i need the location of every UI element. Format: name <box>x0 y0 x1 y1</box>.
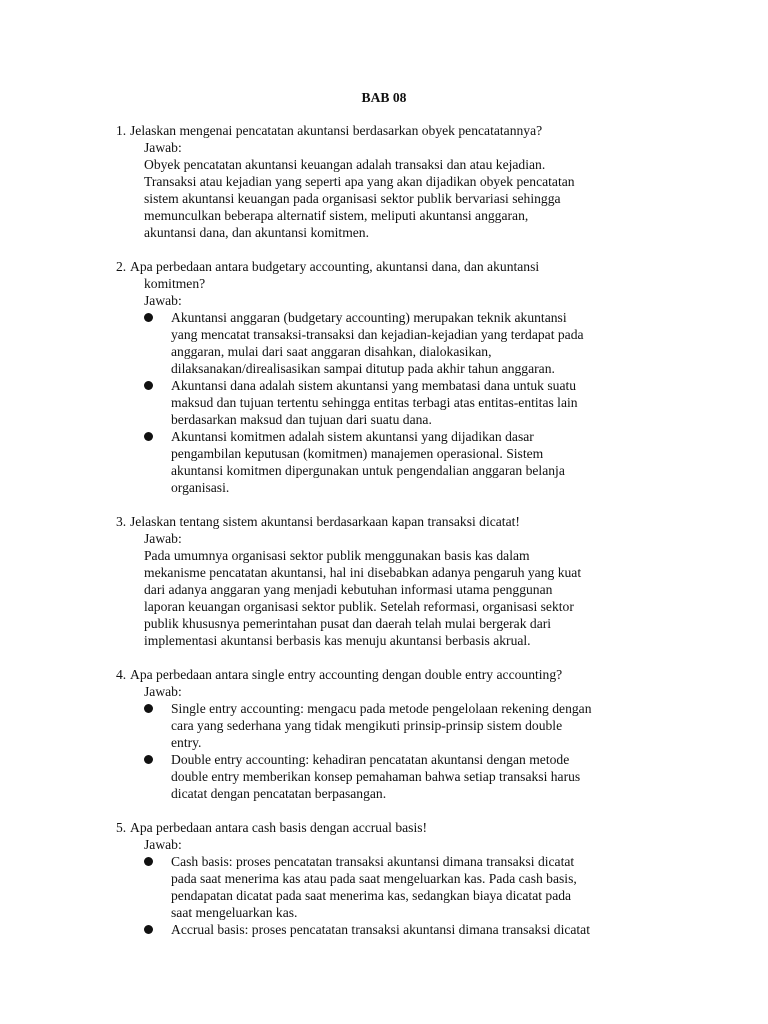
question-4-head <box>116 666 661 683</box>
question-5-head <box>116 819 661 836</box>
bullet-text <box>171 309 661 377</box>
answer-line: memunculkan beberapa alternatif sistem, meliputi akuntansi anggaran, <box>144 208 529 223</box>
bullet-line: entry. <box>171 735 202 750</box>
bullet-line: cara yang sederhana yang tidak mengikuti prinsip-prinsip sistem double <box>171 718 563 733</box>
page-title <box>0 89 768 106</box>
bullet-icon <box>144 921 171 938</box>
bullet-item <box>144 921 661 938</box>
bullet-line: Accrual basis: proses pencatatan transaksi akuntansi dimana transaksi dicatat <box>171 922 590 937</box>
bullet-line: pada saat menerima kas atau pada saat mengeluarkan kas. Pada cash basis, <box>171 871 577 886</box>
answer-block <box>116 683 661 802</box>
bullet-line: pengambilan keputusan (komitmen) manajemen operasional. Sistem <box>171 446 544 461</box>
question-2-head <box>116 258 661 292</box>
question-text-line: komitmen? <box>144 276 206 291</box>
bullet-icon <box>144 700 171 751</box>
answer-line: sistem akuntansi keuangan pada organisasi sektor publik bervariasi sehingga <box>144 191 561 206</box>
bullet-list <box>144 309 661 496</box>
answer-line: Pada umumnya organisasi sektor publik menggunakan basis kas dalam <box>144 548 530 563</box>
question-text: Jelaskan mengenai pencatatan akuntansi berdasarkan obyek pencatatannya? <box>130 123 543 138</box>
bullet-line: Cash basis: proses pencatatan transaksi akuntansi dimana transaksi dicatat <box>171 854 575 869</box>
answer-label: Jawab: <box>144 684 182 699</box>
bullet-line: Single entry accounting: mengacu pada metode pengelolaan rekening dengan <box>171 701 592 716</box>
bullet-line: saat mengeluarkan kas. <box>171 905 298 920</box>
bullet-line: berdasarkan maksud dan tujuan dari suatu dana. <box>171 412 432 427</box>
bullet-line: Double entry accounting: kehadiran pencatatan akuntansi dengan metode <box>171 752 570 767</box>
bullet-item <box>144 751 661 802</box>
bullet-line: Akuntansi komitmen adalah sistem akuntansi yang dijadikan dasar <box>171 429 534 444</box>
answer-line: Transaksi atau kejadian yang seperti apa yang akan dijadikan obyek pencatatan <box>144 174 575 189</box>
bullet-item <box>144 377 661 428</box>
question-number: 5. <box>116 820 127 835</box>
bullet-item <box>144 309 661 377</box>
answer-label: Jawab: <box>144 531 182 546</box>
answer-block <box>116 139 661 241</box>
answer-line: publik khususnya pemerintahan pusat dan daerah telah mulai bergerak dari <box>144 616 552 631</box>
bullet-line: Akuntansi anggaran (budgetary accounting) merupakan teknik akuntansi <box>171 310 567 325</box>
bullet-icon <box>144 853 171 921</box>
answer-line: implementasi akuntansi berbasis kas menuju akuntansi berbasis akrual. <box>144 633 531 648</box>
question-5 <box>116 819 661 938</box>
question-number: 1. <box>116 123 127 138</box>
bullet-line: akuntansi komitmen dipergunakan untuk pengendalian anggaran belanja <box>171 463 565 478</box>
page-title-text: BAB 08 <box>361 90 407 105</box>
bullet-line: maksud dan tujuan tertentu sehingga entitas terbagi atas entitas-entitas lain <box>171 395 578 410</box>
bullet-line: dicatat dengan pencatatan berpasangan. <box>171 786 387 801</box>
bullet-line: anggaran, mulai dari saat anggaran disahkan, dialokasikan, <box>171 344 492 359</box>
bullet-item <box>144 853 661 921</box>
question-text: Apa perbedaan antara single entry accounting dengan double entry accounting? <box>130 667 563 682</box>
bullet-line: yang mencatat transaksi-transaksi dan kejadian-kejadian yang terdapat pada <box>171 327 584 342</box>
answer-block <box>116 530 661 649</box>
answer-label: Jawab: <box>144 837 182 852</box>
question-text: Apa perbedaan antara cash basis dengan accrual basis! <box>130 820 428 835</box>
bullet-icon <box>144 309 171 377</box>
question-number: 3. <box>116 514 127 529</box>
answer-label: Jawab: <box>144 293 182 308</box>
answer-line: akuntansi dana, dan akuntansi komitmen. <box>144 225 370 240</box>
bullet-line: dilaksanakan/direalisasikan sampai ditutup pada akhir tahun anggaran. <box>171 361 555 376</box>
answer-line: laporan keuangan organisasi sektor publik. Setelah reformasi, organisasi sektor <box>144 599 574 614</box>
question-1 <box>116 122 661 241</box>
answer-line: dari adanya anggaran yang menjadi kebutuhan informasi utama penggunan <box>144 582 553 597</box>
answer-line: mekanisme pencatatan akuntansi, hal ini disebabkan adanya pengaruh yang kuat <box>144 565 582 580</box>
bullet-item <box>144 428 661 496</box>
bullet-line: Akuntansi dana adalah sistem akuntansi yang membatasi dana untuk suatu <box>171 378 577 393</box>
bullet-text <box>171 377 661 428</box>
bullet-icon <box>144 751 171 802</box>
question-3-head <box>116 513 661 530</box>
answer-label: Jawab: <box>144 140 182 155</box>
question-2 <box>116 258 661 496</box>
question-text-line: Apa perbedaan antara budgetary accounting, akuntansi dana, dan akuntansi <box>130 259 540 274</box>
question-number: 2. <box>116 259 127 274</box>
bullet-line: double entry memberikan konsep pemahaman bahwa setiap transaksi harus <box>171 769 581 784</box>
bullet-icon <box>144 377 171 428</box>
bullet-line: organisasi. <box>171 480 230 495</box>
question-3 <box>116 513 661 649</box>
question-number: 4. <box>116 667 127 682</box>
bullet-text <box>171 700 661 751</box>
bullet-list <box>144 853 661 938</box>
bullet-text <box>171 751 661 802</box>
document-body <box>116 122 661 955</box>
bullet-list <box>144 700 661 802</box>
answer-block <box>116 836 661 938</box>
bullet-item <box>144 700 661 751</box>
question-text <box>130 258 661 292</box>
bullet-text <box>171 428 661 496</box>
question-4 <box>116 666 661 802</box>
bullet-line: pendapatan dicatat pada saat menerima kas, sedangkan biaya dicatat pada <box>171 888 572 903</box>
answer-line: Obyek pencatatan akuntansi keuangan adalah transaksi dan atau kejadian. <box>144 157 546 172</box>
bullet-text <box>171 853 661 921</box>
bullet-icon <box>144 428 171 496</box>
bullet-text <box>171 921 661 938</box>
question-1-head <box>116 122 661 139</box>
answer-block <box>116 292 661 496</box>
question-text: Jelaskan tentang sistem akuntansi berdasarkaan kapan transaksi dicatat! <box>130 514 520 529</box>
